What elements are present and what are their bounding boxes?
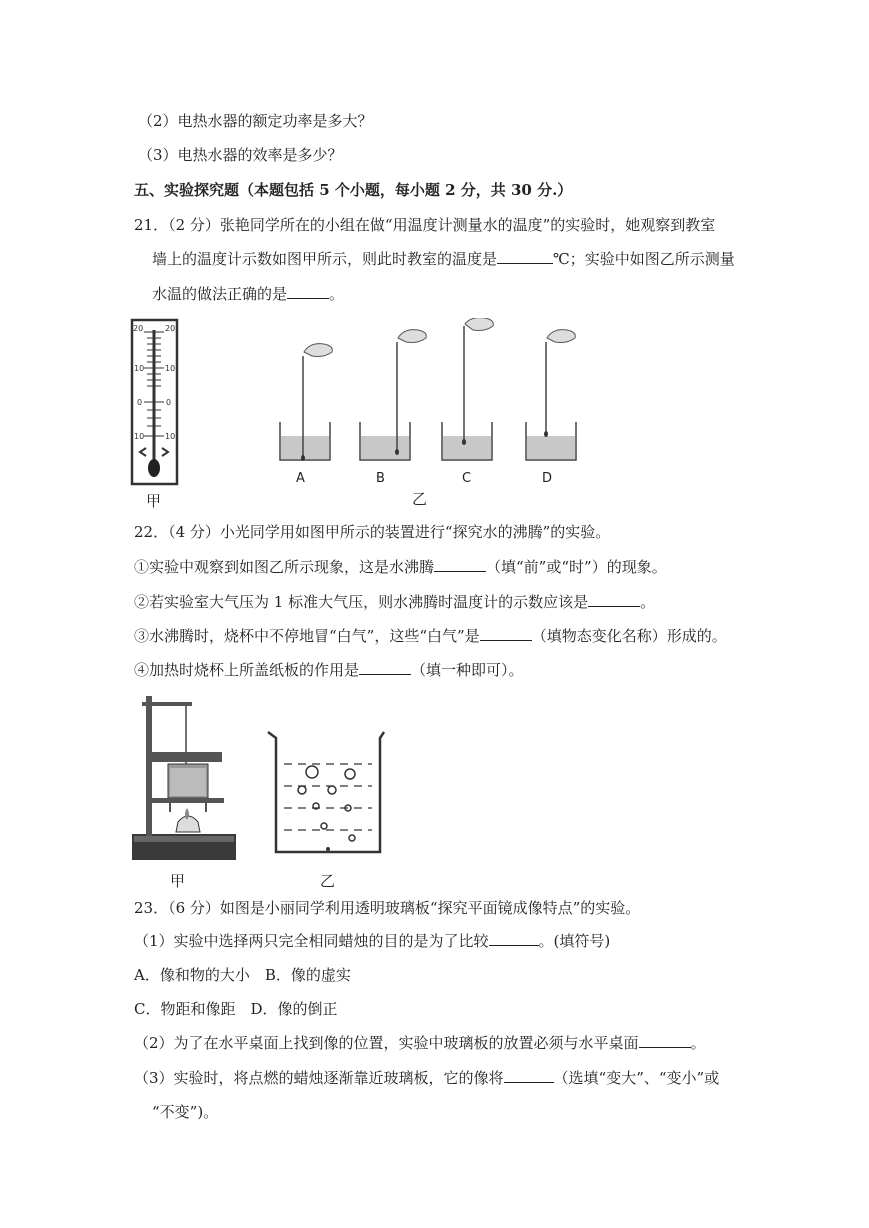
q23-text-3b: （选填“变大”、“变小”或 xyxy=(553,1069,720,1087)
answer-blank[interactable] xyxy=(434,557,486,572)
q22-text-3b: （填物态变化名称）形成的。 xyxy=(531,627,727,645)
q23-text-2a: （2）为了在水平桌面上找到像的位置，实验中玻璃板的放置必须与水平桌面 xyxy=(134,1034,639,1052)
q22-item3 xyxy=(134,626,727,646)
scale-label: 20 xyxy=(133,324,144,333)
q21-text-4: 。 xyxy=(329,285,345,303)
q21-stem: 21．（2 分）张艳同学所在的小组在做“用温度计测量水的温度”的实验时，她观察到教室 xyxy=(134,216,716,234)
label-jia-2: 甲 xyxy=(170,872,186,890)
scale-label: 20 xyxy=(165,324,176,333)
q23-part3 xyxy=(134,1068,719,1088)
section-heading: 五、实验探究题（本题包括 5 个小题，每小题 2 分，共 30 分.） xyxy=(134,181,573,199)
q22-item2 xyxy=(134,592,655,612)
q20-part3: （3）电热水器的效率是多少？ xyxy=(138,146,343,164)
answer-blank[interactable] xyxy=(287,284,329,299)
answer-blank[interactable] xyxy=(504,1068,554,1083)
option-label-a: A xyxy=(296,471,305,486)
q21-text-2: ℃；实验中如图乙所示测量 xyxy=(553,250,735,268)
answer-blank[interactable] xyxy=(359,660,411,675)
q22-text-4b: （填一种即可）。 xyxy=(411,661,524,679)
label-yi: 乙 xyxy=(412,490,428,508)
answer-blank[interactable] xyxy=(497,249,553,264)
q21-text-3: 水温的做法正确的是 xyxy=(152,285,288,303)
q20-part2: （2）电热水器的额定功率是多大？ xyxy=(138,112,373,130)
q23-text-1a: （1）实验中选择两只完全相同蜡烛的目的是为了比较 xyxy=(134,932,489,950)
scale-label: 10 xyxy=(165,364,176,373)
q23-options-ab: A．像和物的大小 B．像的虚实 xyxy=(134,966,351,984)
scale-label: 0 xyxy=(166,398,172,407)
q22-text-2a: ②若实验室大气压为 1 标准大气压，则水沸腾时温度计的示数应该是 xyxy=(134,593,589,611)
scale-label: 10 xyxy=(134,432,145,441)
scale-label: 10 xyxy=(134,364,145,373)
q22-text-2b: 。 xyxy=(640,593,656,611)
label-yi-2: 乙 xyxy=(320,872,336,890)
option-label-b: B xyxy=(376,471,385,486)
q23-options-cd: C．物距和像距 D．像的倒正 xyxy=(134,1000,338,1018)
answer-blank[interactable] xyxy=(588,592,640,607)
q23-text-3a: （3）实验时，将点燃的蜡烛逐渐靠近玻璃板，它的像将 xyxy=(134,1069,504,1087)
q22-text-3a: ③水沸腾时，烧杯中不停地冒“白气”，这些“白气”是 xyxy=(134,627,480,645)
q23-text-2b: 。 xyxy=(690,1034,706,1052)
boiling-apparatus-figure xyxy=(130,688,242,864)
q22-item1 xyxy=(134,557,667,577)
beakers-yi-figure xyxy=(270,318,590,468)
q22-text-1b: （填“前”或“时”）的现象。 xyxy=(486,558,667,576)
thermometer-jia-figure xyxy=(130,318,180,488)
q21-line2 xyxy=(152,249,735,269)
q23-part3-cont: “不变”)。 xyxy=(152,1103,219,1121)
scale-label: 0 xyxy=(137,398,143,407)
q22-stem: 22．（4 分）小光同学用如图甲所示的装置进行“探究水的沸腾”的实验。 xyxy=(134,523,611,541)
beaker-b xyxy=(360,330,426,460)
q23-part1 xyxy=(134,931,610,951)
q23-stem: 23．（6 分）如图是小丽同学利用透明玻璃板“探究平面镜成像特点”的实验。 xyxy=(134,899,641,917)
beaker-d xyxy=(526,330,576,460)
q23-text-1b: 。(填符号) xyxy=(538,932,611,950)
boiling-beaker-figure xyxy=(262,728,388,858)
answer-blank[interactable] xyxy=(639,1033,691,1048)
q22-text-4a: ④加热时烧杯上所盖纸板的作用是 xyxy=(134,661,360,679)
answer-blank[interactable] xyxy=(489,931,539,946)
option-label-c: C xyxy=(462,471,472,486)
q21-line3 xyxy=(152,284,344,304)
label-jia: 甲 xyxy=(146,492,162,510)
answer-blank[interactable] xyxy=(480,626,532,641)
option-label-d: D xyxy=(542,471,553,486)
beaker-a xyxy=(280,344,332,461)
q22-text-1a: ①实验中观察到如图乙所示现象，这是水沸腾 xyxy=(134,558,435,576)
scale-label: 10 xyxy=(165,432,176,441)
q22-item4 xyxy=(134,660,524,680)
q23-part2 xyxy=(134,1033,706,1053)
beaker-c xyxy=(442,318,493,460)
q21-text-1: 墙上的温度计示数如图甲所示，则此时教室的温度是 xyxy=(152,250,498,268)
